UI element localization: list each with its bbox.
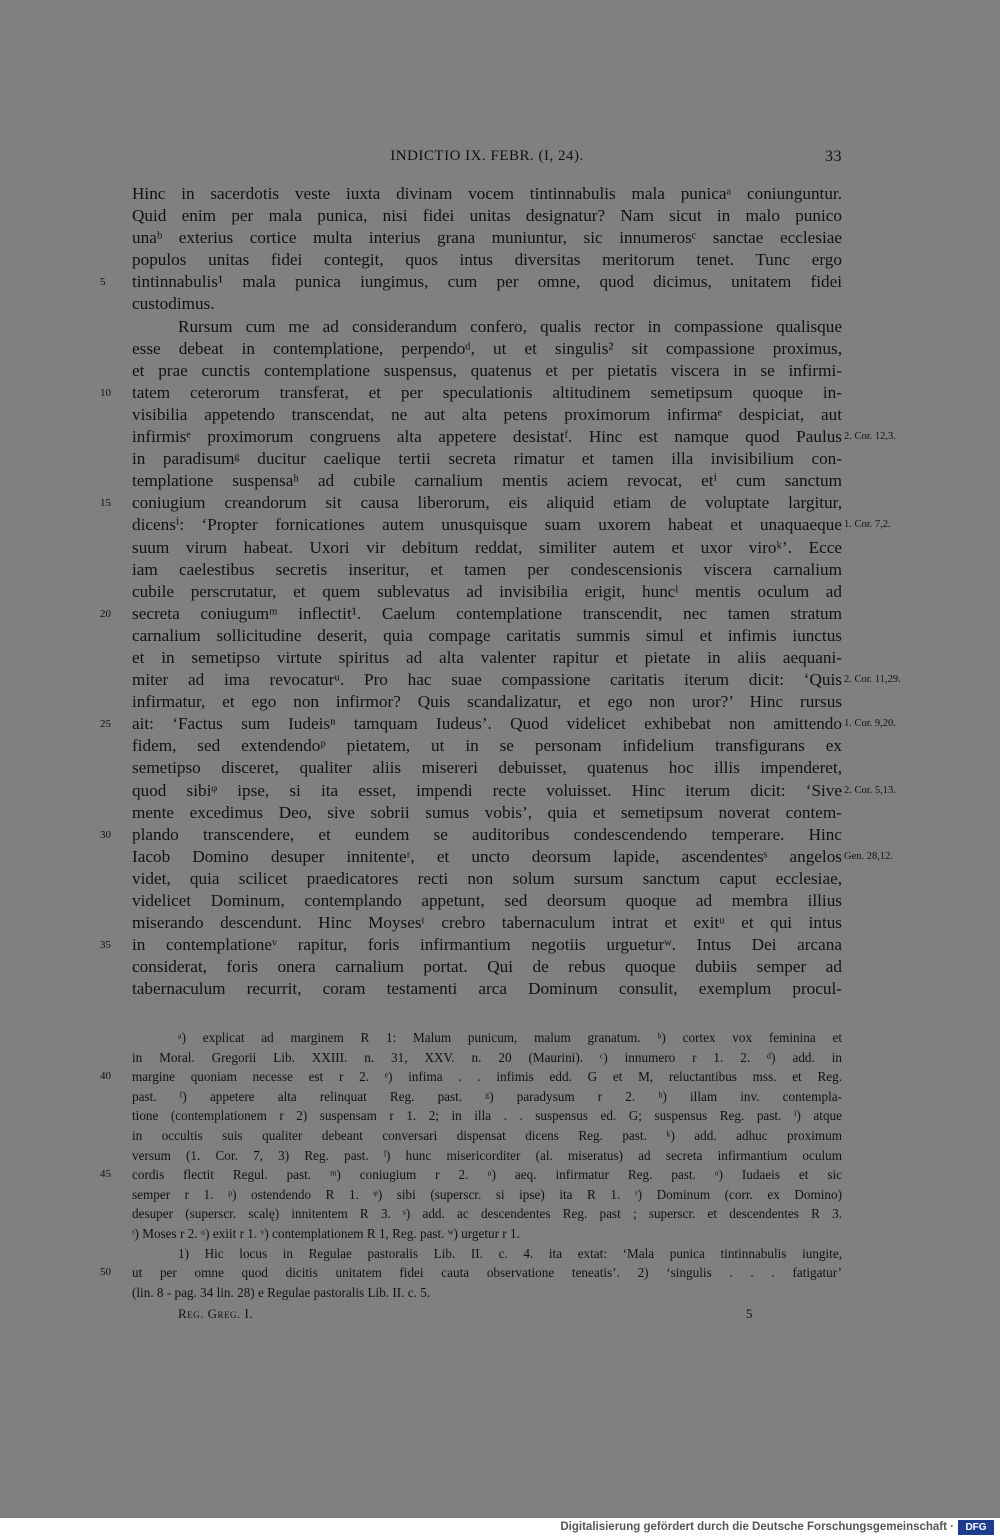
text-line bbox=[132, 205, 842, 227]
text-line-text: coniugium creandorum sit causa liberorum, eis aliquid etiam de voluptate largitur, bbox=[132, 493, 842, 513]
footnotes bbox=[100, 1028, 842, 1302]
footnote-line-text: ut per omne quod dicitis unitatem fidei cauta observatione teneatis’. 2) ‘singulis . . . fatigatur’ bbox=[132, 1265, 842, 1281]
text-line-text: mente excedimus Deo, sive sobrii sumus vobis’, quia et semetipsum noverat contem- bbox=[132, 802, 842, 822]
footnote-line-text: ᵃ) explicat ad marginem R 1: Malum punicum, malum granatum. ᵇ) cortex vox feminina et bbox=[178, 1030, 842, 1045]
text-line bbox=[132, 338, 842, 360]
text-line-text: cubile perscrutatur, et quem sublevatus ad invisibilia erigit, huncˡ mentis oculum ad bbox=[132, 581, 842, 601]
text-line-text: Quid enim per mala punica, nisi fidei unitas designatur? Nam sicut in malo punico bbox=[132, 206, 842, 226]
line-number: 30 bbox=[100, 828, 111, 841]
footnote-line bbox=[132, 1087, 842, 1107]
text-line bbox=[132, 426, 896, 448]
footnote-line bbox=[132, 1185, 842, 1205]
text-line-text: quod sibiᵠ ipse, si ita esset, impendi recte voluisset. Hinc iterum dicit: ‘Sive bbox=[132, 780, 842, 800]
line-number: 35 bbox=[100, 939, 111, 952]
text-line bbox=[132, 249, 842, 271]
footnote-line bbox=[100, 1263, 842, 1283]
digitization-footer bbox=[0, 1518, 1000, 1538]
text-line-text: tabernaculum recurrit, coram testamenti arca Dominum consulit, exemplum procul- bbox=[132, 979, 842, 999]
text-line bbox=[132, 691, 842, 713]
line-number: 50 bbox=[100, 1266, 111, 1279]
footnote-line bbox=[132, 1048, 842, 1068]
text-line bbox=[132, 360, 842, 382]
footnote-line-text: semper r 1. ᵖ) ostendendo R 1. ᵠ) sibi (superscr. si ipse) ita R 1. ʳ) Dominum (corr. ex Domino) bbox=[132, 1186, 842, 1202]
text-line-text: carnalium sollicitudine deserit, quia compage caritatis summis simul et infimis iunctus bbox=[132, 625, 842, 645]
text-line bbox=[132, 559, 842, 581]
text-line bbox=[100, 382, 842, 404]
footnote-line bbox=[132, 1126, 842, 1146]
line-number: 15 bbox=[100, 497, 111, 510]
page-number: 33 bbox=[825, 148, 842, 165]
text-line-text: Hinc in sacerdotis veste iuxta divinam vocem tintinnabulis mala punicaᵃ coniunguntur. bbox=[132, 184, 842, 203]
text-line-text: unaᵇ exterius cortice multa interius grana muniuntur, sic innumerosᶜ sanctae ecclesiae bbox=[132, 228, 842, 248]
text-line-text: Iacob Domino desuper innitenteʳ, et uncto deorsum lapide, ascendentesˢ angelos bbox=[132, 846, 842, 866]
text-line-text: in paradisumᵍ ducitur caelique tertii secreta rimatur et tamen illa invisibilium con- bbox=[132, 449, 842, 469]
main-text bbox=[100, 183, 901, 1000]
signature-mark: Reg. Greg. I. bbox=[178, 1306, 254, 1321]
text-line-text: iam caelestibus secretis inseritur, et tamen per condescensionis viscera carnalium bbox=[132, 559, 842, 579]
text-line bbox=[132, 912, 842, 934]
footnote-line-text: (lin. 8 - pag. 34 lin. 28) e Regulae pastoralis Lib. II. c. 5. bbox=[132, 1284, 431, 1300]
text-line bbox=[132, 802, 842, 824]
text-line-text: miter ad ima revocaturᵘ. Pro hac suae compassione caritatis iterum dicit: ‘Quis bbox=[132, 670, 842, 690]
line-number: 40 bbox=[100, 1070, 111, 1083]
text-line bbox=[132, 581, 842, 603]
dfg-logo: DFG bbox=[958, 1520, 994, 1535]
text-line-text: considerat, foris onera carnalium portat. Qui de rebus quoque dubiis semper ad bbox=[132, 957, 842, 977]
text-line bbox=[100, 824, 842, 846]
footnote-line bbox=[132, 1204, 842, 1224]
text-line-text: suum virum habeat. Uxori vir debitum reddat, similiter autem et uxor viroᵏ’. Ecce bbox=[132, 537, 842, 557]
text-line-text: visibilia appetendo transcendat, ne aut alta petens proximorum infirmaᵉ despiciat, aut bbox=[132, 404, 842, 424]
footnote-line-text: tione (contemplationem r 2) suspensam r 1. 2; in illa . . suspensus ed. G; suspensus Reg. past. ⁱ) atque bbox=[132, 1108, 842, 1124]
footnote-line bbox=[100, 1165, 842, 1185]
footnote-line-text: ᵗ) Moses r 2. ᵘ) exiit r 1. ᵛ) contemplationem R 1, Reg. past. ʷ) urgetur r 1. bbox=[132, 1225, 520, 1241]
text-line bbox=[132, 293, 842, 315]
footnote-line-text: versum (1. Cor. 7, 3) Reg. past. ˡ) hunc misericorditer (al. miseratus) ad secreta infirmantium oculum bbox=[132, 1147, 842, 1163]
text-line bbox=[132, 890, 842, 912]
text-line-text: populos unitas fidei contegit, quos intus diversitas meritorum tenet. Tunc ergo bbox=[132, 250, 842, 270]
text-line bbox=[132, 956, 842, 978]
text-line-text: et prae cunctis contemplatione suspensus, quatenus et per pietatis viscera in se infirmi- bbox=[132, 360, 842, 380]
text-line bbox=[132, 514, 891, 536]
text-line bbox=[100, 934, 842, 956]
footnote-line-text: cordis flectit Regul. past. ᵐ) coniugium r 2. ᵘ) aeq. infirmatur Reg. past. ᵒ) Iudaeis et sic bbox=[132, 1167, 842, 1183]
text-line bbox=[132, 868, 842, 890]
text-line bbox=[132, 757, 842, 779]
text-line bbox=[100, 492, 842, 514]
footnote-line bbox=[132, 1224, 842, 1244]
text-line-text: videt, quia scilicet praedicatores recti non solum sursum sanctum caput ecclesiae, bbox=[132, 868, 842, 888]
footnote-line-text: 1) Hic locus in Regulae pastoralis Lib. II. c. 4. ita extat: ‘Mala punica tintinnabulis iungite, bbox=[178, 1245, 842, 1261]
footnote-line-text: desuper (superscr. scalę) innitentem R 3. ˢ) add. ac descendentes Reg. past ; superscr. et descendentes R 3. bbox=[132, 1206, 842, 1222]
text-line bbox=[100, 603, 842, 625]
line-number: 10 bbox=[100, 386, 111, 399]
text-line-text: in contemplationeᵛ rapitur, foris infirmantium negotiis urgueturʷ. Intus Dei arcana bbox=[132, 935, 842, 955]
footnote-line bbox=[132, 1146, 842, 1166]
line-number: 25 bbox=[100, 718, 111, 731]
line-number: 20 bbox=[100, 607, 111, 620]
header-title: INDICTIO IX. FEBR. (I, 24). bbox=[390, 148, 584, 164]
text-line bbox=[132, 978, 842, 1000]
text-line-text: videlicet Dominum, contemplando appetunt, sed deorsum quoque ad membra illius bbox=[132, 891, 842, 910]
footnote-line-text: margine quoniam necesse est r 2. ᵉ) infima . . infimis edd. G et M, reluctantibus mss. et Reg. bbox=[132, 1069, 842, 1085]
text-line-text: esse debeat in contemplatione, perpendoᵈ, ut et singulis² sit compassione proximus, bbox=[132, 338, 842, 358]
text-line bbox=[132, 183, 842, 205]
text-line bbox=[100, 713, 896, 735]
text-line bbox=[132, 780, 896, 802]
margin-reference: 2. Cor. 12,3. bbox=[844, 431, 896, 443]
text-line-text: tintinnabulis¹ mala punica iungimus, cum per omne, quod dicimus, unitatem fidei bbox=[132, 272, 842, 292]
text-line bbox=[132, 404, 842, 426]
footnote-line-text: past. ᶠ) appetere alta relinquat Reg. past. ᵍ) paradysum r 2. ʰ) illam inv. contempla- bbox=[132, 1088, 842, 1104]
text-line-text: Rursum cum me ad considerandum confero, qualis rector in compassione qualisque bbox=[178, 316, 842, 336]
line-number: 5 bbox=[100, 276, 106, 289]
footnote-line-text: in occultis suis qualiter debeant conversari dispensat dicens Reg. past. ᵏ) add. adhuc proximum bbox=[132, 1127, 842, 1143]
text-line bbox=[132, 846, 893, 868]
margin-reference: 2. Cor. 11,29. bbox=[844, 674, 901, 686]
footnote-line bbox=[132, 1028, 842, 1048]
running-header bbox=[132, 148, 842, 170]
text-line bbox=[132, 448, 842, 470]
footnote-line bbox=[132, 1283, 842, 1303]
signature-line bbox=[132, 1306, 842, 1326]
text-line bbox=[132, 735, 842, 757]
text-line bbox=[132, 669, 901, 691]
text-line bbox=[132, 647, 842, 669]
text-line bbox=[132, 470, 842, 492]
footer-credit: Digitalisierung gefördert durch die Deutsche Forschungsgemeinschaft · bbox=[560, 1521, 954, 1533]
margin-reference: 2. Cor. 5,13. bbox=[844, 784, 896, 796]
text-line-text: semetipso disceret, qualiter aliis misereri debuisset, quatenus hoc illis impenderet, bbox=[132, 758, 842, 778]
line-number: 45 bbox=[100, 1168, 111, 1181]
text-line-text: secreta coniugumᵐ inflectit¹. Caelum contemplatione transcendit, nec tamen stratum bbox=[132, 603, 842, 623]
text-line-text: templatione suspensaʰ ad cubile carnalium mentis aciem revocat, etⁱ cum sanctum bbox=[132, 471, 842, 491]
text-line bbox=[132, 227, 842, 249]
text-line bbox=[132, 316, 842, 338]
text-line-text: dicensⁱ: ‘Propter fornicationes autem unusquisque suam uxorem habeat et unaquaeque bbox=[132, 515, 842, 535]
text-line-text: tatem ceterorum transferat, et per speculationis altitudinem semetipsum quoque in- bbox=[132, 382, 842, 402]
margin-reference: Gen. 28,12. bbox=[844, 850, 893, 862]
text-line-text: miserando descendunt. Hinc Moysesᵗ crebro tabernaculum intrat et exitᵘ et qui intus bbox=[132, 913, 842, 933]
footnote-line bbox=[132, 1244, 842, 1264]
margin-reference: 1. Cor. 7,2. bbox=[844, 519, 891, 531]
margin-reference: 1. Cor. 9,20. bbox=[844, 718, 896, 730]
text-line bbox=[132, 625, 842, 647]
text-line-text: custodimus. bbox=[132, 294, 215, 314]
footnote-line bbox=[132, 1106, 842, 1126]
text-line-text: ait: ‘Factus sum Iudeisⁿ tamquam Iudeus’. Quod videlicet exhibebat non amittendo bbox=[132, 714, 842, 734]
text-line-text: fidem, sed extendendoᵖ pietatem, ut in se personam infidelium transfigurans ex bbox=[132, 736, 842, 756]
footnote-line-text: in Moral. Gregorii Lib. XXIII. n. 31, XXV. n. 20 (Maurini). ᶜ) innumero r 1. 2. ᵈ) add. in bbox=[132, 1049, 842, 1065]
text-line-text: infirmatur, et ego non infirmor? Quis scandalizatur, et ego non uror?’ Hinc rursus bbox=[132, 692, 842, 712]
text-line bbox=[100, 271, 842, 293]
text-line bbox=[132, 537, 842, 559]
text-line-text: plando transcendere, et eundem se auditoribus condescendendo temperare. Hinc bbox=[132, 824, 842, 844]
text-line-text: et in semetipso virtute spiritus ad alta valenter rapitur et pietate in aliis aequani- bbox=[132, 647, 842, 667]
footnote-line bbox=[100, 1067, 842, 1087]
text-line-text: infirmisᵉ proximorum congruens alta appetere desistatᶠ. Hinc est namque quod Paulus bbox=[132, 427, 842, 447]
signature-number: 5 bbox=[746, 1306, 753, 1321]
